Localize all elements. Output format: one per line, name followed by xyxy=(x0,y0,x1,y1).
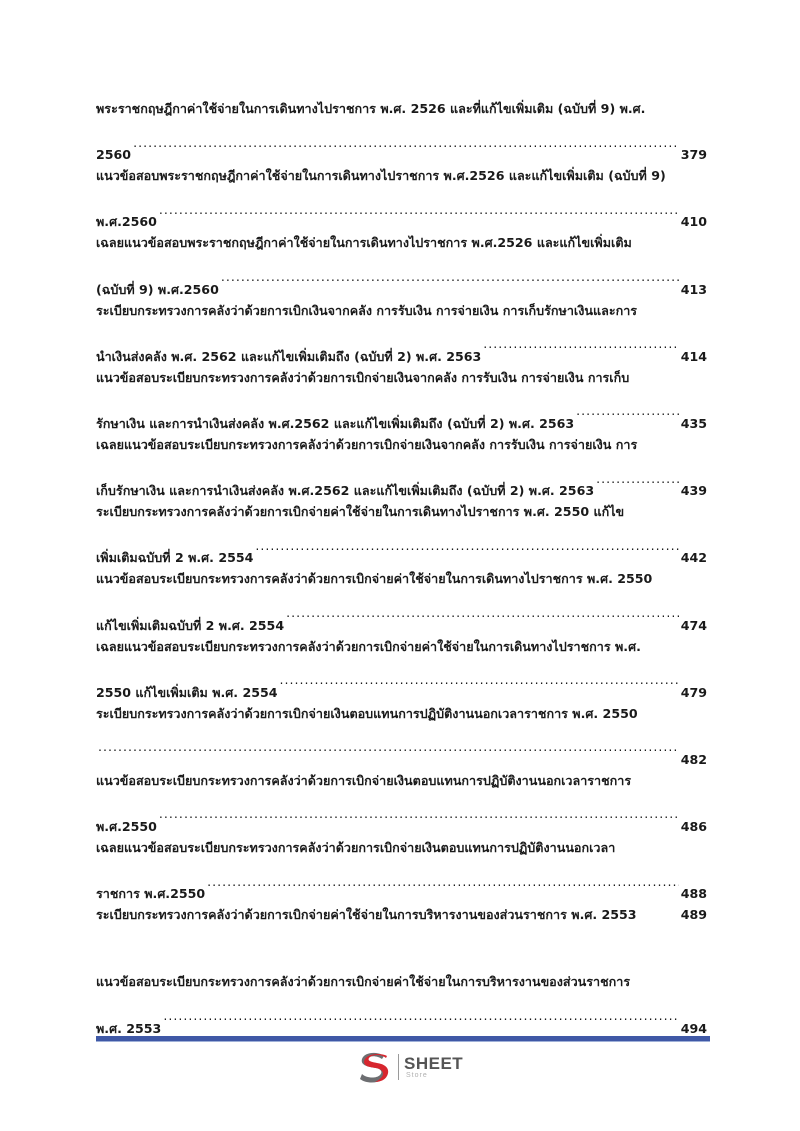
toc-page-number: 414 xyxy=(680,348,707,364)
toc-entry-title: เฉลยแนวข้อสอบระเบียบกระทรวงการคลังว่าด้วยการเบิกจ่ายค่าใช้จ่ายในการเดินทางไปราชการ พ.ศ. xyxy=(96,638,641,654)
toc-page-number: 486 xyxy=(680,819,707,835)
dot-leader xyxy=(159,797,679,831)
toc-entry-title: ระเบียบกระทรวงการคลังว่าด้วยการเบิกจ่ายเงินตอบแทนการปฏิบัติงานนอกเวลาราชการ พ.ศ. 2550 xyxy=(96,705,638,721)
sheet-store-s-logo-icon xyxy=(356,1050,392,1084)
dot-leader xyxy=(159,193,679,227)
toc-entry-title-cont: พ.ศ. 2553 xyxy=(96,1020,162,1036)
toc-page-number: 410 xyxy=(680,214,707,230)
toc-entry[interactable] xyxy=(96,428,707,499)
toc-page-number: 435 xyxy=(680,415,707,431)
dot-leader xyxy=(483,327,678,361)
toc-entry[interactable] xyxy=(96,361,707,431)
toc-page-number: 439 xyxy=(680,483,707,499)
logo-wordmark: SHEET xyxy=(404,1054,464,1073)
toc-page-number: 474 xyxy=(680,617,707,633)
toc-entry[interactable] xyxy=(96,226,707,297)
toc-page-number: 379 xyxy=(680,147,707,163)
toc-entry-title-cont: 2560 xyxy=(96,147,132,163)
toc-entry-title: เฉลยแนวข้อสอบระเบียบกระทรวงการคลังว่าด้วยการเบิกจ่ายเงินจากคลัง การรับเงิน การจ่ายเงิน การ xyxy=(96,436,638,452)
toc-entry-title-cont: 2550 แก้ไขเพิ่มเติม พ.ศ. 2554 xyxy=(96,684,278,700)
toc-page-number: 479 xyxy=(680,684,707,700)
dot-leader xyxy=(98,730,679,764)
dot-leader xyxy=(286,596,679,630)
dot-leader xyxy=(133,126,679,160)
toc-page-number: 489 xyxy=(680,907,707,923)
dot-leader xyxy=(576,394,679,428)
toc-entry-title-cont: เก็บรักษาเงิน และการนำเงินส่งคลัง พ.ศ.2562 และแก้ไขเพิ่มเติมถึง (ฉบับที่ 2) พ.ศ. 2563 xyxy=(96,483,595,499)
toc-page-number: 494 xyxy=(680,1020,707,1036)
dot-leader xyxy=(163,999,678,1033)
toc-entry-title-cont: พ.ศ.2560 xyxy=(96,214,157,230)
toc-entry-title-cont: นำเงินส่งคลัง พ.ศ. 2562 และแก้ไขเพิ่มเติมถึง (ฉบับที่ 2) พ.ศ. 2563 xyxy=(96,348,482,364)
dot-leader xyxy=(280,663,679,697)
toc-entry[interactable] xyxy=(96,630,707,700)
logo-subtext: Store xyxy=(406,1072,428,1079)
toc-entry[interactable] xyxy=(96,159,707,230)
footer-rule-thin xyxy=(96,1041,710,1042)
toc-entry-title: แนวข้อสอบระเบียบกระทรวงการคลังว่าด้วยการเบิกจ่ายเงินตอบแทนการปฏิบัติงานนอกเวลาราชการ xyxy=(96,772,632,788)
toc-entry-title: เฉลยแนวข้อสอบพระราชกฤษฎีกาค่าใช้จ่ายในการเดินทางไปราชการ พ.ศ.2526 และแก้ไขเพิ่มเติม xyxy=(96,235,632,251)
table-of-contents xyxy=(96,92,707,1036)
toc-entry-title-cont: (ฉบับที่ 9) พ.ศ.2560 xyxy=(96,281,219,297)
toc-page-number: 413 xyxy=(680,281,707,297)
toc-entry-title: แนวข้อสอบระเบียบกระทรวงการคลังว่าด้วยการเบิกจ่ายค่าใช้จ่ายในการบริหารงานของส่วนราชการ xyxy=(96,974,631,990)
toc-entry[interactable] xyxy=(96,495,707,566)
dot-leader xyxy=(255,529,678,563)
toc-entry-title: แนวข้อสอบระเบียบกระทรวงการคลังว่าด้วยการเบิกจ่ายเงินจากคลัง การรับเงิน การจ่ายเงิน การเก็บ xyxy=(96,369,630,385)
dot-leader xyxy=(207,865,679,899)
toc-page-number: 488 xyxy=(680,886,707,902)
toc-entry-title: ระเบียบกระทรวงการคลังว่าด้วยการเบิกเงินจากคลัง การรับเงิน การจ่ายเงิน การเก็บรักษาเงินและการ xyxy=(96,302,638,318)
toc-entry-title: พระราชกฤษฎีกาค่าใช้จ่ายในการเดินทางไปราชการ พ.ศ. 2526 และที่แก้ไขเพิ่มเติม (ฉบับที่ 9) พ.ศ. xyxy=(96,101,646,116)
toc-entry-title: ระเบียบกระทรวงการคลังว่าด้วยการเบิกจ่ายค่าใช้จ่ายในการบริหารงานของส่วนราชการ พ.ศ. 2553 xyxy=(96,907,637,923)
toc-entry-title-cont: เพิ่มเติมฉบับที่ 2 พ.ศ. 2554 xyxy=(96,550,254,566)
toc-entry-title-cont: ราชการ พ.ศ.2550 xyxy=(96,886,206,902)
dot-leader xyxy=(596,462,679,496)
toc-entry-title-cont: พ.ศ.2550 xyxy=(96,819,157,835)
toc-entry[interactable] xyxy=(96,697,707,767)
toc-entry[interactable] xyxy=(96,831,707,902)
toc-entry-title-cont: แก้ไขเพิ่มเติมฉบับที่ 2 พ.ศ. 2554 xyxy=(96,617,285,633)
toc-entry[interactable] xyxy=(96,294,707,364)
toc-entry[interactable] xyxy=(96,898,707,965)
toc-entry[interactable] xyxy=(96,562,707,633)
toc-entry[interactable] xyxy=(96,764,707,835)
toc-entry-title: แนวข้อสอบระเบียบกระทรวงการคลังว่าด้วยการเบิกจ่ายค่าใช้จ่ายในการเดินทางไปราชการ พ.ศ. 2550 xyxy=(96,571,653,587)
toc-page-number: 482 xyxy=(680,751,707,767)
toc-entry-title: แนวข้อสอบพระราชกฤษฎีกาค่าใช้จ่ายในการเดินทางไปราชการ พ.ศ.2526 และแก้ไขเพิ่มเติม (ฉบับที่ 9) xyxy=(96,168,666,184)
toc-entry[interactable] xyxy=(96,92,707,163)
logo-separator xyxy=(398,1054,399,1080)
toc-entry-title-cont: รักษาเงิน และการนำเงินส่งคลัง พ.ศ.2562 และแก้ไขเพิ่มเติมถึง (ฉบับที่ 2) พ.ศ. 2563 xyxy=(96,415,575,431)
toc-entry-title: ระเบียบกระทรวงการคลังว่าด้วยการเบิกจ่ายค่าใช้จ่ายในการเดินทางไปราชการ พ.ศ. 2550 แก้ไข xyxy=(96,504,625,520)
toc-entry[interactable] xyxy=(96,965,707,1036)
sheet-store-logo xyxy=(356,1050,463,1084)
toc-entry-title: เฉลยแนวข้อสอบระเบียบกระทรวงการคลังว่าด้วยการเบิกจ่ายเงินตอบแทนการปฏิบัติงานนอกเวลา xyxy=(96,840,616,856)
toc-page-number: 442 xyxy=(680,550,707,566)
dot-leader xyxy=(221,260,679,294)
